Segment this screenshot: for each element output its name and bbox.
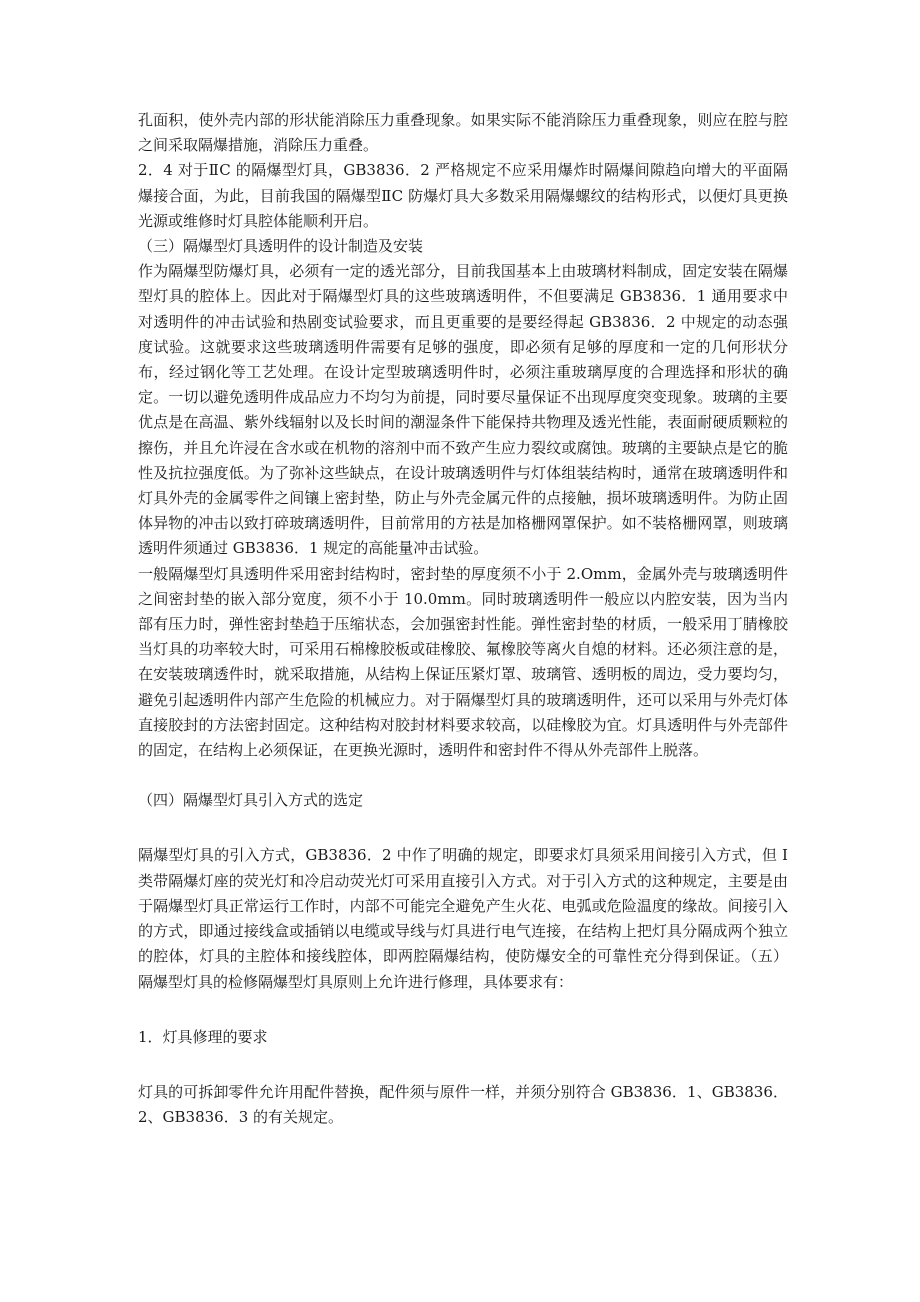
paragraph-entry-method: 隔爆型灯具的引入方式，GB3836．2 中作了明确的规定，即要求灯具须采用间接引入方式，但 I 类带隔爆灯座的荧光灯和冷启动荧光灯可采用直接引入方式。对于引入方式的这种规定，主要是由于隔爆型灯具正常运行工作时，内部不可能完全避免产生火花、电弧或危险温度的缘故。间接引入的方式，即通过接线盒或插销以电缆或导线与灯具进行电气连接，在结构上把灯具分隔成两个独立的腔体，灯具的主腔体和接线腔体，即两腔隔爆结构，使防爆安全的可靠性充分得到保证。（五）隔爆型灯具的检修隔爆型灯具原则上允许进行修理，具体要求有：	[138, 846, 788, 991]
section-heading-transparent-parts: （三）隔爆型灯具透明件的设计制造及安装	[138, 237, 424, 256]
section-heading-entry-method: （四）隔爆型灯具引入方式的选定	[138, 791, 364, 810]
spacer	[138, 1050, 788, 1080]
document-body	[138, 108, 788, 1130]
paragraph-glass-transparent-parts: 作为隔爆型防爆灯具，必须有一定的透光部分，目前我国基本上由玻璃材料制成，固定安装在隔爆型灯具的腔体上。因此对于隔爆型灯具的这些玻璃透明件，不但要满足 GB3836．1 通用要求中对透明件的冲击试验和热剧变试验要求，而且更重要的是要经得起 GB3836．2 中规定的动态强度试验。这就要求这些玻璃透明件需要有足够的强度，即必须有足够的厚度和一定的几何形状分布，经过钢化等工艺处理。在设计定型玻璃透明件时，必须注重玻璃厚度的合理选择和形状的确定。一切以避免透明件成品应力不均匀为前提，同时要尽量保证不出现厚度突变现象。玻璃的主要优点是在高温、紫外线辐射以及长时间的潮湿条件下能保持共物理及透光性能，表面耐硬质颗粒的擦伤，并且允许浸在含水或在机物的溶剂中而不致产生应力裂纹或腐蚀。玻璃的主要缺点是它的脆性及抗拉强度低。为了弥补这些缺点，在设计玻璃透明件与灯体组装结构时，通常在玻璃透明件和灯具外壳的金属零件之间镶上密封垫，防止与外壳金属元件的点接触，损坏玻璃透明件。为防止固体异物的冲击以致打碎玻璃透明件，目前常用的方祛是加格栅网罩保护。如不装格栅网罩，则玻璃透明件须通过 GB3836．1 规定的高能量冲击试验。	[138, 262, 788, 558]
section-heading-repair-requirements: 1．灯具修理的要求	[138, 1027, 268, 1046]
spacer	[138, 995, 788, 1025]
paragraph-pressure-overlap: 孔面积，使外壳内部的形状能消除压力重叠现象。如果实际不能消除压力重叠现象，则应在腔与腔之间采取隔爆措施，消除压力重叠。	[138, 111, 788, 155]
spacer	[138, 763, 788, 788]
paragraph-iic-luminaires: 2．4 对于ⅡC 的隔爆型灯具，GB3836．2 严格规定不应采用爆炸时隔爆间隙趋向增大的平面隔爆接合面，为此，目前我国的隔爆型ⅡC 防爆灯具大多数采用隔爆螺纹的结构形式，以便灯具更换光源或维修时灯具腔体能顺利开启。	[138, 161, 788, 230]
paragraph-sealing-structure: 一般隔爆型灯具透明件采用密封结构时，密封垫的厚度须不小于 2.Omm，金属外壳与玻璃透明件之间密封垫的嵌入部分宽度，须不小于 10.0mm。同时玻璃透明件一般应以内腔安装，因为当内部有压力时，弹性密封垫趋于压缩状态，会加强密封性能。弹性密封垫的材质，一般采用丁腈橡胶 当灯具的功率较大时，可采用石棉橡胶板或硅橡胶、氟橡胶等离火自熄的材料。还必须注意的是，在安装玻璃透件时，就采取措施，从结构上保证压紧灯罩、玻璃管、透明板的周边，受力要均匀，避免引起透明件内部产生危险的机械应力。对于隔爆型灯具的玻璃透明件，还可以采用与外壳灯体直接胶封的方法密封固定。这种结构对胶封材料要求较高，以硅橡胶为宜。灯具透明件与外壳部件的固定，在结构上必须保证，在更换光源时，透明件和密封件不得从外壳部件上脱落。	[138, 564, 788, 760]
paragraph-replacement-parts: 灯具的可拆卸零件允许用配件替换，配件须与原件一样，并须分别符合 GB3836．1、GB3836．2、GB3836．3 的有关规定。	[138, 1082, 788, 1127]
spacer	[138, 813, 788, 843]
